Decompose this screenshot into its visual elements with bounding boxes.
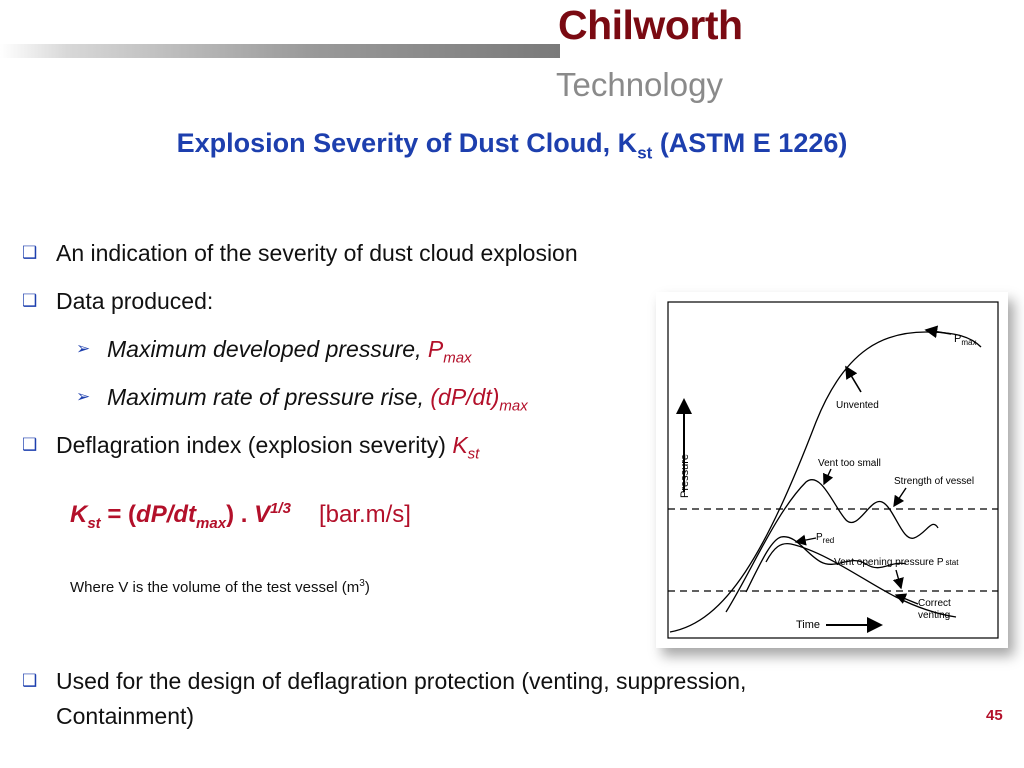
bullet-data-produced: Data produced:	[56, 288, 214, 314]
checkbox-bullet-icon: ❑	[22, 243, 38, 262]
venting-label: venting	[918, 610, 951, 621]
logo-technology: Technology	[556, 66, 723, 103]
dpdt-var: $(dP/dt)_{max}$	[430, 384, 528, 415]
correct-label: Correct	[918, 598, 951, 609]
bullet-kst-text: Deflagration index (explosion severity)	[56, 432, 453, 458]
kst-formula: $K_{st} = (dP/dt_{max})$ . $V^{1/3}$ [bar.m/s]	[70, 500, 411, 532]
pmax-label: $P_{max}$	[954, 333, 977, 347]
title-rest: (ASTM E 1226)	[652, 128, 848, 158]
pmax-var: $P_{max}$	[427, 336, 472, 367]
checkbox-bullet-icon: ❑	[22, 671, 38, 690]
page-number: 45	[986, 707, 1003, 724]
subbullet-dpdt-text: Maximum rate of pressure rise,	[107, 384, 431, 410]
bullet-design-line1: Used for the design of deflagration protection (venting, suppression,	[56, 668, 747, 694]
pred-label: $P_{red}$	[816, 532, 835, 545]
pressure-time-figure	[656, 292, 1008, 648]
arrow-bullet-icon: ➢	[76, 339, 91, 358]
strength-of-vessel-label: Strength of vessel	[894, 476, 975, 487]
vent-opening-label: Vent opening pressure P stat	[834, 557, 959, 568]
slide-title	[0, 128, 1024, 163]
checkbox-bullet-icon: ❑	[22, 291, 38, 310]
pred-pointer	[796, 538, 816, 542]
stat-pointer	[896, 570, 901, 588]
unvented-label: Unvented	[836, 400, 879, 411]
pressure-time-diagram	[656, 292, 1008, 648]
time-label: Time	[796, 619, 821, 631]
subbullet-dpdt	[107, 384, 528, 415]
subbullet-pmax	[107, 336, 472, 367]
header-gradient-bar	[0, 44, 560, 58]
bullet-design-line2: Containment)	[56, 703, 195, 729]
diagram-frame	[668, 302, 998, 638]
title-main: Explosion Severity of Dust Cloud, K	[176, 128, 638, 158]
unvented-pointer	[846, 367, 861, 392]
title-sub: st	[637, 143, 653, 163]
volume-note: Where V is the volume of the test vessel $(m^3)$	[70, 578, 370, 596]
formula-units: [bar.m/s]	[318, 501, 411, 528]
logo-chilworth: Chilworth	[558, 2, 743, 48]
checkbox-bullet-icon: ❑	[22, 435, 38, 454]
vent-too-small-curve	[726, 480, 938, 612]
arrow-bullet-icon: ➢	[76, 387, 91, 406]
bullet-severity: An indication of the severity of dust cloud explosion	[56, 240, 578, 266]
strength-pointer	[894, 488, 906, 506]
subbullet-pmax-text: Maximum developed pressure,	[107, 336, 428, 362]
vent-too-small-label: Vent too small	[818, 458, 881, 469]
vent-too-small-pointer	[824, 469, 831, 484]
pressure-label: Pressure	[679, 453, 691, 498]
bullet-deflagration-index	[56, 432, 479, 463]
kst-var: $K_{st}$	[452, 432, 480, 463]
